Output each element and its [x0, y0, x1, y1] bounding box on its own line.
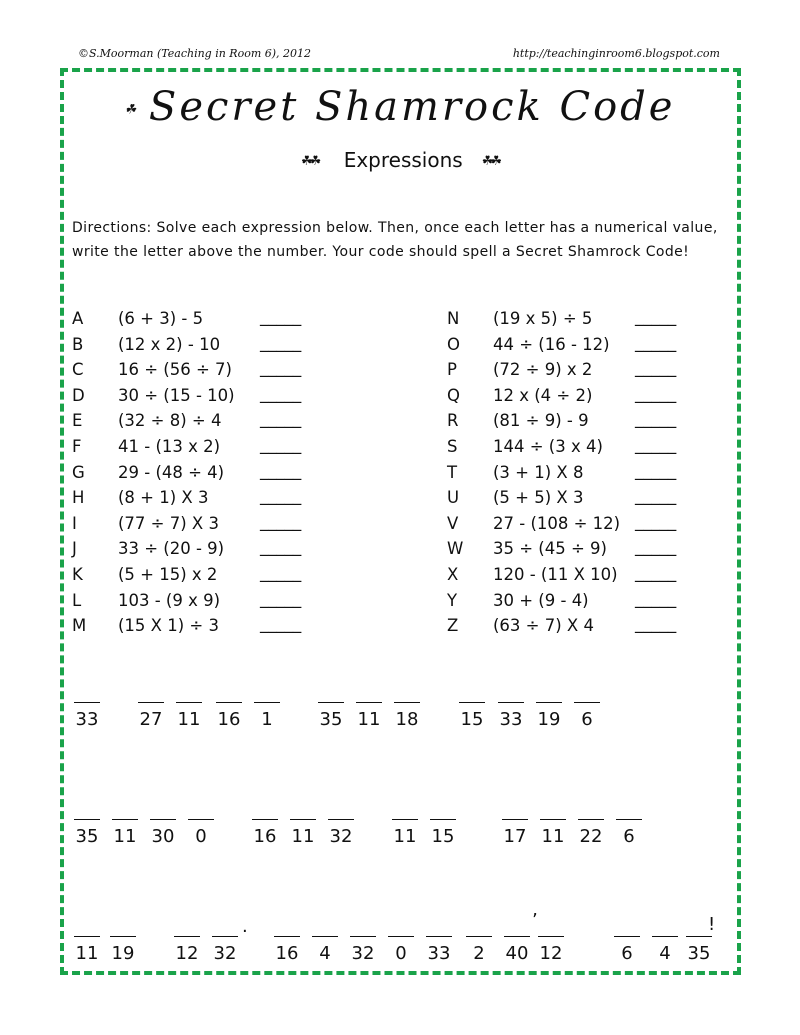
problem-letter: U [447, 488, 460, 508]
code-number: 1 [261, 709, 273, 730]
answer-blank[interactable]: _____ [260, 588, 302, 608]
answer-blank[interactable]: _____ [260, 307, 302, 326]
problem-expression: 144 ÷ (3 x 4) [493, 436, 603, 456]
letter-blank[interactable] [426, 914, 452, 937]
answer-blank[interactable]: _____ [635, 409, 677, 429]
code-cell [288, 797, 318, 850]
code-number: 35 [319, 709, 343, 730]
code-number: 19 [111, 943, 135, 964]
problem-letter: F [72, 436, 82, 456]
problem-expression: (6 + 3) - 5 [118, 309, 204, 328]
problem-row [447, 485, 687, 511]
code-cell [536, 914, 566, 967]
answer-blank[interactable]: _____ [635, 588, 677, 608]
problem-row [72, 536, 312, 562]
letter-blank[interactable] [388, 914, 414, 937]
answer-blank[interactable]: _____ [260, 562, 302, 582]
letter-blank[interactable] [252, 797, 278, 820]
problem-row [72, 357, 312, 383]
letter-blank[interactable] [652, 914, 678, 937]
code-cell [252, 680, 282, 733]
code-number: 22 [579, 826, 603, 847]
punctuation-mark: ’ [532, 910, 538, 931]
problem-row [72, 306, 312, 332]
code-number: 17 [503, 826, 527, 847]
code-cell [612, 914, 642, 967]
letter-blank[interactable] [614, 914, 640, 937]
problem-letter: L [72, 590, 82, 610]
problem-row [72, 332, 312, 358]
problem-row [447, 332, 687, 358]
code-line-2 [72, 797, 732, 857]
code-number: 6 [581, 709, 593, 730]
problem-expression: (8 + 1) X 3 [118, 488, 209, 508]
letter-blank[interactable] [466, 914, 492, 937]
code-number: 18 [395, 709, 419, 730]
code-number: 11 [75, 943, 99, 964]
problem-letter: Y [447, 590, 458, 610]
problem-letter: X [447, 564, 459, 584]
code-number: 16 [275, 943, 299, 964]
letter-blank[interactable] [392, 797, 418, 820]
letter-blank[interactable] [504, 914, 530, 937]
answer-blank[interactable]: _____ [260, 486, 302, 506]
code-number: 11 [357, 709, 381, 730]
blog-url-header: http://teachinginroom6.blogspot.com [512, 47, 720, 60]
letter-blank[interactable] [138, 680, 164, 703]
letter-blank[interactable] [394, 680, 420, 703]
code-number: 33 [499, 709, 523, 730]
directions-text: Directions: Solve each expression below. Then, once each letter has a numerical value, write the letter above the number. Your code should spell a Secret Shamrock Code! [72, 220, 718, 260]
letter-blank[interactable] [502, 797, 528, 820]
code-cell [534, 680, 564, 733]
code-cell [272, 914, 302, 967]
problem-letter: C [72, 360, 84, 380]
letter-blank[interactable] [74, 797, 100, 820]
letter-blank[interactable] [74, 914, 100, 937]
letter-blank[interactable] [616, 797, 642, 820]
problem-row [72, 613, 312, 639]
problem-letter: E [72, 411, 83, 431]
answer-blank[interactable]: _____ [635, 460, 677, 480]
letter-blank[interactable] [110, 914, 136, 937]
letter-blank[interactable] [112, 797, 138, 820]
code-cell [502, 914, 532, 967]
letter-blank[interactable] [318, 680, 344, 703]
answer-blank[interactable]: _____ [635, 434, 677, 454]
code-cell [72, 914, 102, 967]
code-cell [457, 680, 487, 733]
problem-expression: 44 ÷ (16 - 12) [493, 334, 610, 354]
problem-expression: (5 + 15) x 2 [118, 564, 218, 584]
subtitle-text: Expressions [343, 148, 463, 172]
problem-row [447, 306, 687, 332]
problem-row [72, 434, 312, 460]
title-text: Secret Shamrock Code [148, 84, 676, 130]
letter-blank[interactable] [574, 680, 600, 703]
code-line-1 [72, 680, 732, 740]
code-number: 30 [151, 826, 175, 847]
code-cell [576, 797, 606, 850]
problem-letter: W [447, 539, 464, 559]
problem-expression: 12 x (4 ÷ 2) [493, 385, 593, 405]
answer-blank[interactable]: _____ [635, 537, 677, 557]
code-cell [210, 914, 240, 967]
problem-row [447, 357, 687, 383]
copyright-header: ©S.Moorman (Teaching in Room 6), 2012 [78, 47, 312, 60]
problem-expression: 41 - (13 x 2) [118, 436, 221, 456]
problem-row [447, 434, 687, 460]
code-cell [72, 797, 102, 850]
code-number: 32 [351, 943, 375, 964]
answer-blank[interactable]: _____ [635, 332, 677, 352]
letter-blank[interactable] [74, 680, 100, 703]
code-number: 32 [329, 826, 353, 847]
problem-expression: 16 ÷ (56 ÷ 7) [118, 360, 232, 380]
code-cell [186, 797, 216, 850]
problem-letter: H [72, 488, 85, 508]
problem-expression: 29 - (48 ÷ 4) [118, 462, 225, 482]
answer-blank[interactable]: _____ [635, 383, 677, 403]
code-cell [108, 914, 138, 967]
problem-expression: 30 + (9 - 4) [493, 590, 589, 610]
code-cell [424, 914, 454, 967]
problem-row [72, 460, 312, 486]
problem-letter: M [72, 616, 87, 636]
problem-row [447, 383, 687, 409]
problem-expression: (81 ÷ 9) - 9 [493, 411, 589, 431]
code-number: 32 [213, 943, 237, 964]
shamrock-icon: ☘ [124, 102, 134, 118]
problem-row [447, 408, 687, 434]
code-number: 33 [75, 709, 99, 730]
problem-expression: (77 ÷ 7) X 3 [118, 513, 219, 533]
problem-letter: O [447, 334, 460, 354]
code-cell [386, 914, 416, 967]
problem-list-left [72, 306, 312, 639]
problem-letter: S [447, 436, 458, 456]
code-cell [428, 797, 458, 850]
code-number: 16 [217, 709, 241, 730]
code-cell [110, 797, 140, 850]
problem-row [447, 588, 687, 614]
code-cell [354, 680, 384, 733]
answer-blank[interactable]: _____ [260, 434, 302, 454]
code-number: 0 [195, 826, 207, 847]
letter-blank[interactable] [150, 797, 176, 820]
problem-expression: (63 ÷ 7) X 4 [493, 616, 594, 636]
code-cell [250, 797, 280, 850]
page-title [0, 84, 800, 130]
code-cell [650, 914, 680, 967]
answer-blank[interactable]: _____ [260, 358, 302, 378]
answer-blank[interactable]: _____ [260, 332, 302, 352]
code-number: 4 [319, 943, 331, 964]
code-cell [316, 680, 346, 733]
code-number: 33 [427, 943, 451, 964]
code-cell [174, 680, 204, 733]
answer-blank[interactable]: _____ [635, 511, 677, 531]
letter-blank[interactable] [430, 797, 456, 820]
code-number: 4 [659, 943, 671, 964]
answer-blank[interactable]: _____ [635, 614, 677, 634]
problem-expression: 103 - (9 x 9) [118, 590, 221, 610]
code-number: 2 [473, 943, 485, 964]
letter-blank[interactable] [536, 680, 562, 703]
letter-blank[interactable] [274, 914, 300, 937]
code-number: 12 [175, 943, 199, 964]
answer-blank[interactable]: _____ [260, 383, 302, 403]
answer-blank[interactable]: _____ [260, 614, 302, 634]
code-number: 15 [460, 709, 484, 730]
code-cell [326, 797, 356, 850]
problem-list-right [447, 306, 687, 639]
code-number: 19 [537, 709, 561, 730]
shamrock-icon-left: ☘☘ [300, 154, 319, 169]
letter-blank[interactable] [216, 680, 242, 703]
problem-expression: (19 x 5) ÷ 5 [493, 309, 593, 328]
code-number: 15 [431, 826, 455, 847]
code-number: 11 [291, 826, 315, 847]
answer-blank[interactable]: _____ [260, 537, 302, 557]
problem-row [72, 485, 312, 511]
problem-letter: B [72, 334, 84, 354]
shamrock-icon-right: ☘☘ [481, 154, 500, 169]
code-number: 0 [395, 943, 407, 964]
problem-letter: V [447, 513, 459, 533]
problem-row [447, 460, 687, 486]
problem-expression: (5 + 5) X 3 [493, 488, 584, 508]
problem-expression: 30 ÷ (15 - 10) [118, 385, 235, 405]
problem-row [72, 511, 312, 537]
problem-letter: Z [447, 616, 459, 636]
problem-letter: N [447, 309, 460, 328]
letter-blank[interactable] [578, 797, 604, 820]
problem-expression: (15 X 1) ÷ 3 [118, 616, 219, 636]
problem-letter: K [72, 564, 83, 584]
problem-letter: G [72, 462, 85, 482]
answer-blank[interactable]: _____ [260, 511, 302, 531]
code-cell [572, 680, 602, 733]
code-number: 35 [75, 826, 99, 847]
code-cell [136, 680, 166, 733]
answer-blank[interactable]: _____ [635, 358, 677, 378]
code-cell [538, 797, 568, 850]
answer-blank[interactable]: _____ [635, 486, 677, 506]
letter-blank[interactable] [538, 914, 564, 937]
code-number: 11 [177, 709, 201, 730]
problem-expression: (32 ÷ 8) ÷ 4 [118, 411, 222, 431]
code-number: 11 [541, 826, 565, 847]
problem-row [72, 383, 312, 409]
letter-blank[interactable] [540, 797, 566, 820]
code-cell [390, 797, 420, 850]
problem-expression: 33 ÷ (20 - 9) [118, 539, 225, 559]
punctuation-mark: . [242, 916, 248, 937]
problem-letter: I [72, 513, 77, 533]
problem-letter: Q [447, 385, 460, 405]
problem-letter: T [447, 462, 458, 482]
subtitle [0, 148, 800, 172]
problem-row [447, 562, 687, 588]
answer-blank[interactable]: _____ [260, 460, 302, 480]
answer-blank[interactable]: _____ [635, 307, 677, 326]
problem-expression: 35 ÷ (45 ÷ 9) [493, 539, 607, 559]
code-cell [496, 680, 526, 733]
code-number: 11 [393, 826, 417, 847]
code-cell [310, 914, 340, 967]
code-cell [464, 914, 494, 967]
problem-row [72, 562, 312, 588]
letter-blank[interactable] [188, 797, 214, 820]
letter-blank[interactable] [212, 914, 238, 937]
problem-letter: P [447, 360, 457, 380]
problem-expression: 120 - (11 X 10) [493, 564, 618, 584]
problem-letter: A [72, 309, 84, 328]
code-cell [172, 914, 202, 967]
code-cell [500, 797, 530, 850]
code-number: 6 [623, 826, 635, 847]
code-number: 11 [113, 826, 137, 847]
letter-blank[interactable] [312, 914, 338, 937]
code-number: 16 [253, 826, 277, 847]
code-cell [148, 797, 178, 850]
code-number: 35 [687, 943, 711, 964]
letter-blank[interactable] [174, 914, 200, 937]
letter-blank[interactable] [176, 680, 202, 703]
punctuation-mark: ! [708, 914, 716, 935]
answer-blank[interactable]: _____ [260, 409, 302, 429]
code-cell [614, 797, 644, 850]
letter-blank[interactable] [459, 680, 485, 703]
problem-row [72, 588, 312, 614]
code-number: 12 [539, 943, 563, 964]
problem-row [447, 536, 687, 562]
code-number: 40 [505, 943, 529, 964]
problem-row [447, 511, 687, 537]
letter-blank[interactable] [350, 914, 376, 937]
letter-blank[interactable] [290, 797, 316, 820]
code-cell [72, 680, 102, 733]
problem-row [72, 408, 312, 434]
letter-blank[interactable] [254, 680, 280, 703]
letter-blank[interactable] [356, 680, 382, 703]
code-number: 6 [621, 943, 633, 964]
code-line-3 [72, 910, 732, 974]
problem-expression: (12 x 2) - 10 [118, 334, 221, 354]
problem-expression: (3 + 1) X 8 [493, 462, 584, 482]
problem-letter: J [72, 539, 77, 559]
code-number: 27 [139, 709, 163, 730]
code-cell [214, 680, 244, 733]
answer-blank[interactable]: _____ [635, 562, 677, 582]
problem-row [447, 613, 687, 639]
letter-blank[interactable] [328, 797, 354, 820]
problem-expression: 27 - (108 ÷ 12) [493, 513, 621, 533]
code-cell [348, 914, 378, 967]
problem-letter: R [447, 411, 459, 431]
letter-blank[interactable] [498, 680, 524, 703]
problem-letter: D [72, 385, 85, 405]
problem-expression: (72 ÷ 9) x 2 [493, 360, 593, 380]
code-cell [392, 680, 422, 733]
